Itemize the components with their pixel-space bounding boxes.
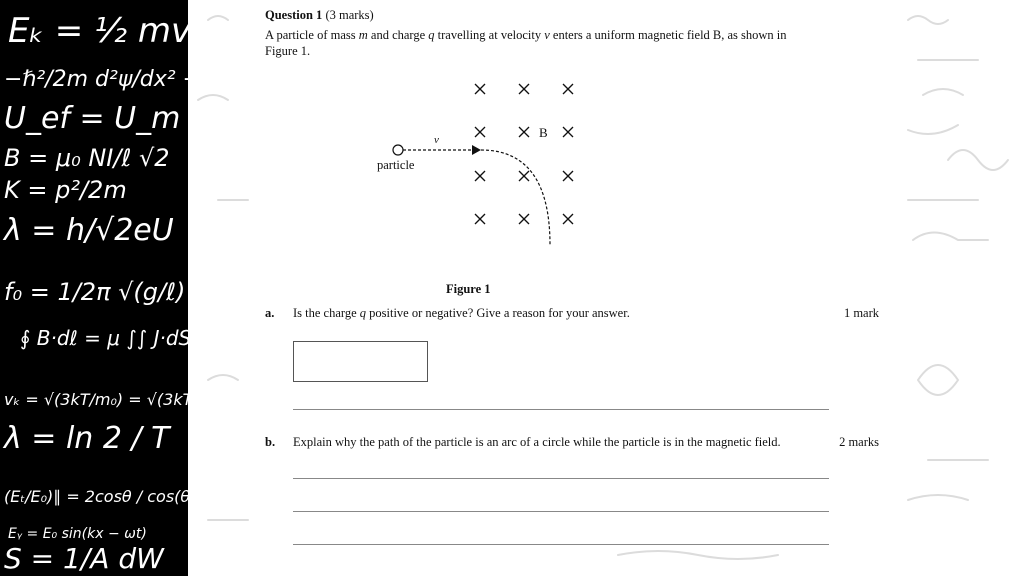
part-a-answer-line[interactable]: [293, 409, 829, 410]
part-text-fragment: Is the charge: [293, 306, 360, 320]
field-cross: [475, 84, 485, 94]
particle-path-arc: [481, 150, 550, 245]
part-b-label: b.: [265, 435, 276, 449]
variable-q: q: [428, 28, 435, 42]
field-cross: [475, 127, 485, 137]
magnetic-field-crosses: [475, 84, 573, 224]
question-marks: (3 marks): [325, 8, 374, 22]
equation-line: Eᵧ = E₀ sin(kx − ωt): [8, 526, 147, 542]
part-a-label: a.: [265, 306, 275, 320]
equation-line: B = μ₀ NI/ℓ √2: [4, 144, 170, 172]
field-cross: [563, 214, 573, 224]
figure-1-diagram: [188, 0, 892, 280]
equation-line: (Eₜ/E₀)∥ = 2cosθ / cos(θ: [4, 487, 191, 506]
equation-line: Eₖ = ½ mv: [8, 11, 192, 51]
figure-caption: Figure 1: [446, 282, 491, 296]
equation-line: U_ef = U_m: [4, 101, 181, 136]
equation-line: −ℏ²/2m d²ψ/dx² + Vψ = Eψ: [4, 67, 299, 92]
variable-q: q: [359, 306, 367, 320]
question-text-fragment: Figure 1.: [265, 44, 311, 58]
part-a-marks: 1 mark: [843, 306, 879, 320]
equation-line: λ = h/√2eU: [4, 213, 174, 248]
particle-circle: [393, 145, 403, 155]
field-cross: [563, 171, 573, 181]
variable-m: m: [358, 28, 368, 42]
equation-line: vₖ = √(3kT/m₀) = √(3kTN/Mₘ): [4, 390, 240, 409]
question-text-fragment: and charge: [367, 28, 429, 42]
equation-line: ∮ B·dℓ = μ ∫∫ J·dS: [20, 326, 192, 350]
question-number: Question 1: [265, 8, 323, 22]
equation-line: K = p²/2m: [4, 176, 127, 204]
variable-v: v: [544, 28, 550, 42]
part-text-fragment: positive or negative? Give a reason for your answer.: [366, 306, 630, 320]
part-a-text: [293, 306, 630, 321]
question-text-fragment: travelling at velocity: [434, 28, 545, 42]
field-cross: [519, 171, 529, 181]
field-cross: [563, 127, 573, 137]
part-b-text: Explain why the path of the particle is an arc of a circle while the particle is in the magnetic field.: [293, 435, 781, 449]
equation-line: λ = ln 2 / T: [4, 421, 170, 456]
field-cross: [475, 171, 485, 181]
velocity-label: v: [434, 134, 439, 146]
field-label-b: B: [539, 125, 548, 140]
part-b-marks: 2 marks: [839, 435, 879, 449]
field-cross: [519, 84, 529, 94]
particle-label: particle: [377, 158, 415, 172]
equation-line: S = 1/A dW: [4, 542, 164, 575]
field-cross: [519, 214, 529, 224]
field-cross: [563, 84, 573, 94]
equation-line: f₀ = 1/2π √(g/ℓ): [4, 278, 186, 306]
question-text-fragment: A particle of mass: [265, 28, 359, 42]
part-b-answer-line[interactable]: [293, 511, 829, 512]
field-cross: [519, 127, 529, 137]
field-cross: [475, 214, 485, 224]
part-b-answer-line[interactable]: [293, 544, 829, 545]
question-text-fragment: enters a uniform magnetic field B, as shown in: [549, 28, 787, 42]
velocity-arrowhead: [472, 145, 481, 155]
part-a-answer-box[interactable]: [293, 341, 428, 382]
part-b-answer-line[interactable]: [293, 478, 829, 479]
